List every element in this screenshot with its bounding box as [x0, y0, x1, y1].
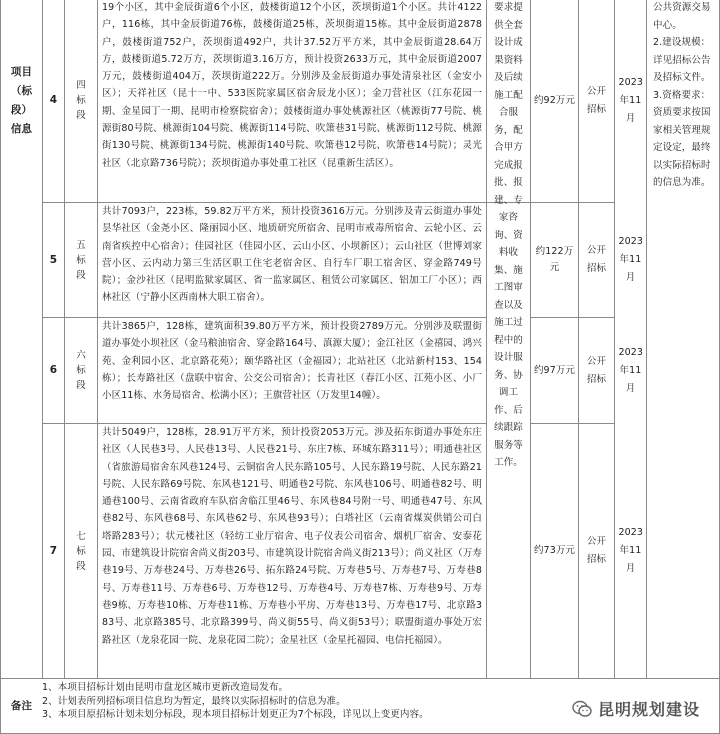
wechat-icon	[572, 700, 592, 718]
note-item: 3、本项目原招标计划未划分标段，现本项目招标计划更正为7个标段，详见以上变更内容。	[42, 709, 429, 720]
section-name: 六标段	[76, 350, 86, 391]
remarks-top: 公共资源交易中心。	[653, 2, 711, 31]
notes-label: 备注	[10, 699, 33, 712]
section-description: 共计3865户，128栋，建筑面积39.80万平方米，预计投资2789万元。分别涉及联盟街道办事处小坝社区（金马粮油宿舍、穿金路164号、滇源大厦）；金江社区（金禧园、鸿兴苑、金利园小区、北京路花苑）；颐华路社区（金福园）；北站社区（北站新村153、154栋）；长寿路社区（盘联中宿舍、公交公司宿舍）；长青社区（春江小区、江苑小区、小厂小区11栋、水务局宿舍、松满小区）；王旗营社区（万发里14幢）。	[102, 321, 482, 402]
procurement-time: 2023年11月	[618, 76, 644, 124]
control-amount: 约92万元	[533, 94, 576, 106]
section-description: 19个小区，其中金辰街道6个小区，鼓楼街道12个小区，茨坝街道1个小区。共计4122户，116栋，其中金辰街道76栋，鼓楼街道25栋，茨坝街道15栋。其中金辰街道2878户，鼓楼街道752户，茨坝街道492户，共计37.52万平方米，其中金辰街道28.64万方，鼓楼街道5.72万方，茨坝街道3.16万方，预计投资2633万元，其中金辰街道2007万元，鼓楼街道404万，茨坝街道222万。分别涉及金辰街道办事处清泉社区（金安小区）；天祥社区（昆十一中、533医院家属区宿舍辰龙小区）；金刀营社区（江东花园一期、金星园丁一期、昆明市检察院宿舍）；鼓楼街道办事处桃源社区（桃源街77号院、桃源街80号院、桃源街104号院、桃源街114号院、吹箫巷31号院、桃源街112号院、桃源街130号院、桃源街134号院、桃源街140号院、吹箫巷12号院、吹箫巷14号院）；灵光社区（北京路736号院）；茨坝街道办事处重工社区（昆重新生活区）。	[102, 2, 482, 169]
row-number: 7	[49, 544, 58, 557]
section-name: 七标段	[76, 530, 86, 572]
section-description: 共计7093户，223栋，59.82万平方米，预计投资3616万元。分别涉及青云街道办事处昙华社区（金尧小区、隆丽园小区、地质研究所宿舍、昆明市戒毒所宿舍、云轮小区、云南省疾控中心宿舍）；佳园社区（佳园小区、云山小区、小坝新区）；云山社区（世博刘家营小区、云内动力第三生活区职工住宅老宿舍区、自行车厂职工宿舍区、穿金路749号院）；金沙社区（昆明监狱家属区、省一监家属区、租赁公司家属区、铝加工厂小区）；西林社区（宁静小区西南林大职工宿舍）。	[102, 206, 482, 304]
section-description: 共计5049户，128栋，28.91万平方米，预计投资2053万元。涉及拓东街道办事处东庄社区（人民巷3号、人民巷13号、人民巷21号、东庄7栋、环城东路311号）；明通巷社区（省旅游局宿舍东风巷124号、云铜宿舍人民东路105号、人民东路19号院、人民东路21号院、人民东路69号院、东风巷121号、明通巷2号院、东风巷106号、明通巷82号、明通巷100号、云南省政府车队宿舍临江里46号、东风巷84号附一号、明通巷47号、东风巷82号、东风巷68号、东风巷62号、东风巷93号）；白塔社区（云南省煤炭供销公司白塔路283号）；状元楼社区（轻纺工业厅宿舍、电子仪表公司宿舍、烟机厂宿舍、安泰花园、市建筑设计院宿舍尚义街203号、市建筑设计院宿舍尚义街213号）；尚义社区（万寿巷19号、万寿巷24号、万寿巷26号、拓东路24号院、万寿巷5号、万寿巷7号、万寿巷8号、万寿巷11号、万寿巷6号、万寿巷12号、万寿巷4号、万寿巷7栋、万寿巷9号、万寿巷9栋、万寿巷10栋、万寿巷11栋、万寿巷小平房、万寿巷13号、万寿巷17号、北京路383号、北京路385号、北京路399号、尚义街55号、尚义街53号）；联盟街道办事处万宏路社区（龙泉花园一院、龙泉花园二院）；金星社区（金星托福园、电信托福园）。	[102, 427, 482, 646]
section-name: 四标段	[76, 80, 86, 121]
procurement-time: 2023年11月	[618, 346, 644, 394]
procurement-time: 2023年11月	[618, 236, 644, 283]
row-number: 4	[49, 94, 58, 106]
control-amount: 约122万元	[535, 246, 574, 273]
remarks-body: 2.建设规模：详见招标公告及招标文件。3.资格要求：资质要求按国家相关管理规定设定，最终以实际招标时的信息为准。	[653, 37, 711, 188]
service-requirements: 要求提供全套设计成果资料及后续施工配合服务，配合甲方完成报批、报建、专家咨询、资料收集、施工图审查以及施工过程中的设计服务、协调工作、后续跟踪服务等工作。	[494, 2, 523, 468]
row-number: 5	[49, 253, 58, 266]
note-item: 1、本项目招标计划由昆明市盘龙区城市更新改造局发布。	[42, 682, 289, 693]
procurement-method: 公开招标	[586, 536, 607, 565]
notes-list	[0, 679, 600, 733]
note-item: 2、计划表所列招标项目信息均为暂定，最终以实际招标时的信息为准。	[42, 695, 346, 707]
wechat-watermark	[572, 697, 700, 720]
procurement-method: 公开招标	[586, 245, 607, 274]
control-amount: 约97万元	[533, 364, 576, 376]
section-name: 五标段	[76, 239, 86, 281]
remarks-column	[647, 0, 719, 249]
control-amount: 约73万元	[533, 545, 576, 556]
procurement-method: 公开招标	[586, 355, 607, 385]
project-info-label: 项目（标段）信息	[10, 65, 33, 135]
procurement-time: 2023年11月	[618, 527, 644, 574]
watermark-text: 昆明规划建设	[597, 700, 700, 719]
row-number: 6	[49, 364, 58, 376]
procurement-method: 公开招标	[586, 85, 607, 115]
